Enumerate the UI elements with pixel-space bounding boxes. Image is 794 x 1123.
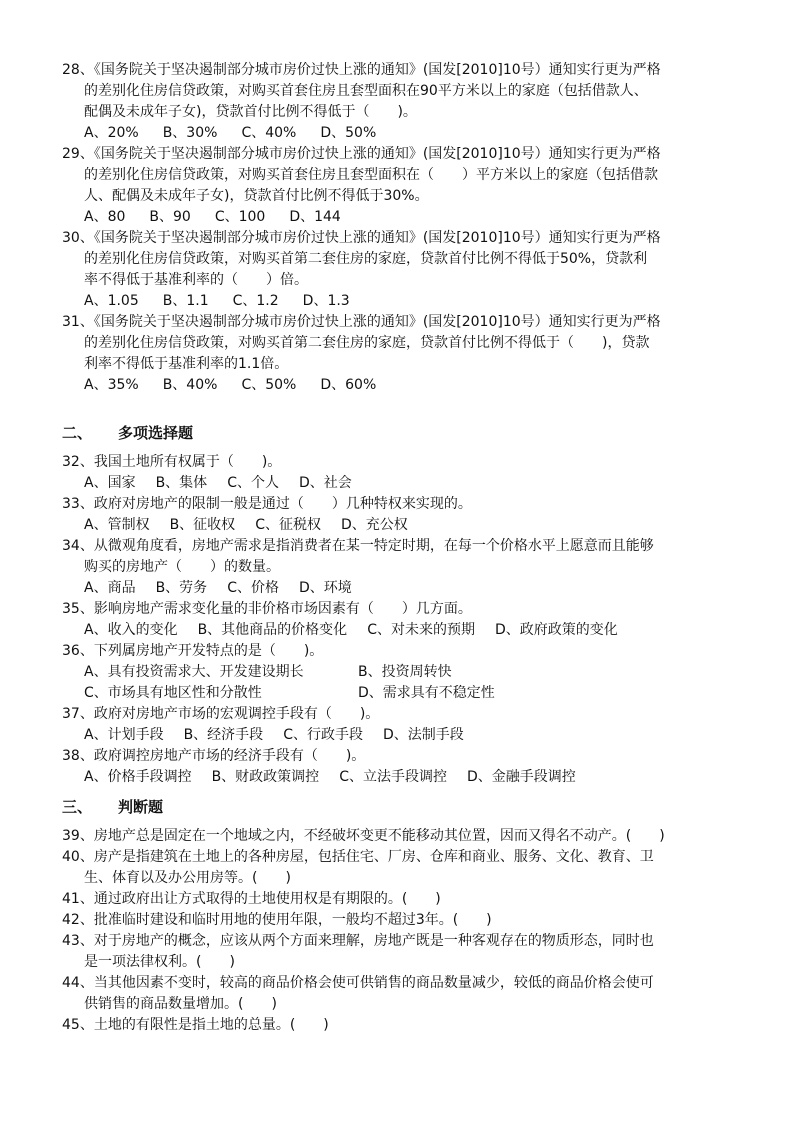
question-text: 28、《国务院关于坚决遏制部分城市房价过快上涨的通知》(国发[2010]10号）通知实行更为严格: [62, 62, 661, 78]
option-b: B、30%: [162, 125, 218, 141]
question-text: 供销售的商品数量增加。( ): [84, 996, 277, 1012]
question-text: 的差别化住房信贷政策，对购买首第二套住房的家庭，贷款首付比例不得低于50%，贷款利: [84, 251, 648, 267]
question-43: [62, 931, 742, 973]
question-text: 42、批准临时建设和临时用地的使用年限，一般均不超过3年。( ): [62, 912, 492, 928]
option-d: D、环境: [298, 580, 352, 596]
option-d: D、充公权: [340, 517, 408, 533]
question-31: [62, 312, 742, 396]
question-29: [62, 144, 742, 228]
option-c: C、对未来的预期: [367, 622, 475, 638]
question-33: [62, 494, 742, 536]
question-text: 33、政府对房地产的限制一般是通过（ ）几种特权来实现的。: [62, 496, 472, 512]
question-text: 的差别化住房信贷政策，对购买首套住房且套型面积在90平方米以上的家庭（包括借款人、: [84, 83, 648, 99]
option-d: D、社会: [298, 475, 352, 491]
option-a: A、国家: [84, 475, 136, 491]
section-heading-true-false: [62, 796, 742, 818]
question-text: 45、土地的有限性是指土地的总量。( ): [62, 1017, 329, 1033]
question-text: 37、政府对房地产市场的宏观调控手段有（ )。: [62, 706, 380, 722]
option-a: A、1.05: [84, 293, 139, 309]
option-a: A、具有投资需求大、开发建设期长: [84, 664, 304, 680]
question-text: 34、从微观角度看，房地产需求是指消费者在某一特定时期，在每一个价格水平上愿意而且能够: [62, 538, 654, 554]
option-d: D、需求具有不稳定性: [358, 685, 495, 701]
question-36: [62, 641, 742, 704]
option-c: C、价格: [227, 580, 279, 596]
question-text: 利率不得低于基准利率的1.1倍。: [84, 356, 289, 372]
question-41: [62, 889, 742, 910]
option-d: D、1.3: [302, 293, 350, 309]
option-b: B、劳务: [155, 580, 208, 596]
option-d: D、144: [289, 209, 341, 225]
option-c: C、40%: [241, 125, 297, 141]
option-b: B、其他商品的价格变化: [197, 622, 348, 638]
option-a: A、管制权: [84, 517, 150, 533]
question-text: 36、下列属房地产开发特点的是（ )。: [62, 643, 324, 659]
option-c: C、征税权: [255, 517, 321, 533]
question-text: 38、政府调控房地产市场的经济手段有（ )。: [62, 748, 366, 764]
question-text: 40、房产是指建筑在土地上的各种房屋，包括住宅、厂房、仓库和商业、服务、文化、教育、卫: [62, 849, 654, 865]
options-row: [62, 578, 742, 599]
option-b: B、40%: [162, 377, 218, 393]
option-c: C、1.2: [232, 293, 279, 309]
question-text: 配偶及未成年子女)，贷款首付比例不得低于（ )。: [84, 104, 417, 120]
question-text: 购买的房地产（ ）的数量。: [84, 559, 280, 575]
question-34: [62, 536, 742, 599]
option-b: B、90: [149, 209, 191, 225]
options-row: [62, 620, 742, 641]
question-37: [62, 704, 742, 746]
question-text: 的差别化住房信贷政策，对购买首套住房且套型面积在（ ）平方米以上的家庭（包括借款: [84, 167, 658, 183]
options-grid: [62, 662, 742, 704]
options-row: [62, 515, 742, 536]
option-b: B、征收权: [169, 517, 236, 533]
option-d: D、60%: [320, 377, 377, 393]
question-35: [62, 599, 742, 641]
option-c: C、立法手段调控: [339, 769, 447, 785]
option-b: B、投资周转快: [358, 664, 452, 680]
question-text: 30、《国务院关于坚决遏制部分城市房价过快上涨的通知》(国发[2010]10号）通知实行更为严格: [62, 230, 661, 246]
options-row: [62, 291, 742, 312]
option-b: B、经济手段: [183, 727, 264, 743]
option-a: A、35%: [84, 377, 139, 393]
question-39: [62, 826, 742, 847]
question-42: [62, 910, 742, 931]
question-28: [62, 60, 742, 144]
question-44: [62, 973, 742, 1015]
question-38: [62, 746, 742, 788]
question-text: 35、影响房地产需求变化量的非价格市场因素有（ ）几方面。: [62, 601, 472, 617]
option-a: A、收入的变化: [84, 622, 178, 638]
option-a: A、商品: [84, 580, 136, 596]
options-row: [62, 123, 742, 144]
option-c: C、100: [214, 209, 266, 225]
option-a: A、20%: [84, 125, 139, 141]
section-title: 判断题: [118, 798, 164, 816]
option-a: A、价格手段调控: [84, 769, 192, 785]
option-d: D、政府政策的变化: [494, 622, 618, 638]
question-text: 的差别化住房信贷政策，对购买首第二套住房的家庭，贷款首付比例不得低于（ )，贷款: [84, 335, 650, 351]
section-heading-multiple-choice: [62, 422, 742, 444]
question-text: 39、房地产总是固定在一个地域之内，不经破坏变更不能移动其位置，因而又得名不动产。( ): [62, 828, 665, 844]
question-text: 生、体育以及办公用房等。( ): [84, 870, 291, 886]
question-text: 29、《国务院关于坚决遏制部分城市房价过快上涨的通知》(国发[2010]10号）通知实行更为严格: [62, 146, 661, 162]
option-d: D、50%: [320, 125, 377, 141]
section-title: 多项选择题: [118, 424, 194, 442]
question-45: [62, 1015, 742, 1036]
option-c: C、市场具有地区性和分散性: [84, 685, 262, 701]
options-row: [62, 375, 742, 396]
option-a: A、80: [84, 209, 126, 225]
option-b: B、1.1: [162, 293, 209, 309]
section-number: 三、: [62, 798, 93, 816]
options-row: [62, 767, 742, 788]
question-text: 人、配偶及未成年子女)，贷款首付比例不得低于30%。: [84, 188, 429, 204]
question-text: 32、我国土地所有权属于（ )。: [62, 454, 282, 470]
option-c: C、个人: [227, 475, 279, 491]
question-text: 率不得低于基准利率的（ ）倍。: [84, 272, 308, 288]
question-30: [62, 228, 742, 312]
exam-page: [62, 60, 742, 1036]
option-b: B、财政政策调控: [211, 769, 320, 785]
options-row: [62, 207, 742, 228]
options-row: [62, 473, 742, 494]
question-text: 31、《国务院关于坚决遏制部分城市房价过快上涨的通知》(国发[2010]10号）通知实行更为严格: [62, 314, 661, 330]
question-32: [62, 452, 742, 494]
question-text: 41、通过政府出让方式取得的土地使用权是有期限的。( ): [62, 891, 441, 907]
options-row: [62, 725, 742, 746]
question-text: 是一项法律权利。( ): [84, 954, 235, 970]
option-d: D、法制手段: [382, 727, 464, 743]
option-a: A、计划手段: [84, 727, 164, 743]
option-c: C、50%: [241, 377, 297, 393]
option-b: B、集体: [155, 475, 208, 491]
question-40: [62, 847, 742, 889]
question-text: 43、对于房地产的概念，应该从两个方面来理解，房地产既是一种客观存在的物质形态，同时也: [62, 933, 654, 949]
option-d: D、金融手段调控: [466, 769, 576, 785]
section-number: 二、: [62, 424, 93, 442]
option-c: C、行政手段: [283, 727, 363, 743]
question-text: 44、当其他因素不变时，较高的商品价格会使可供销售的商品数量减少，较低的商品价格会使可: [62, 975, 654, 991]
